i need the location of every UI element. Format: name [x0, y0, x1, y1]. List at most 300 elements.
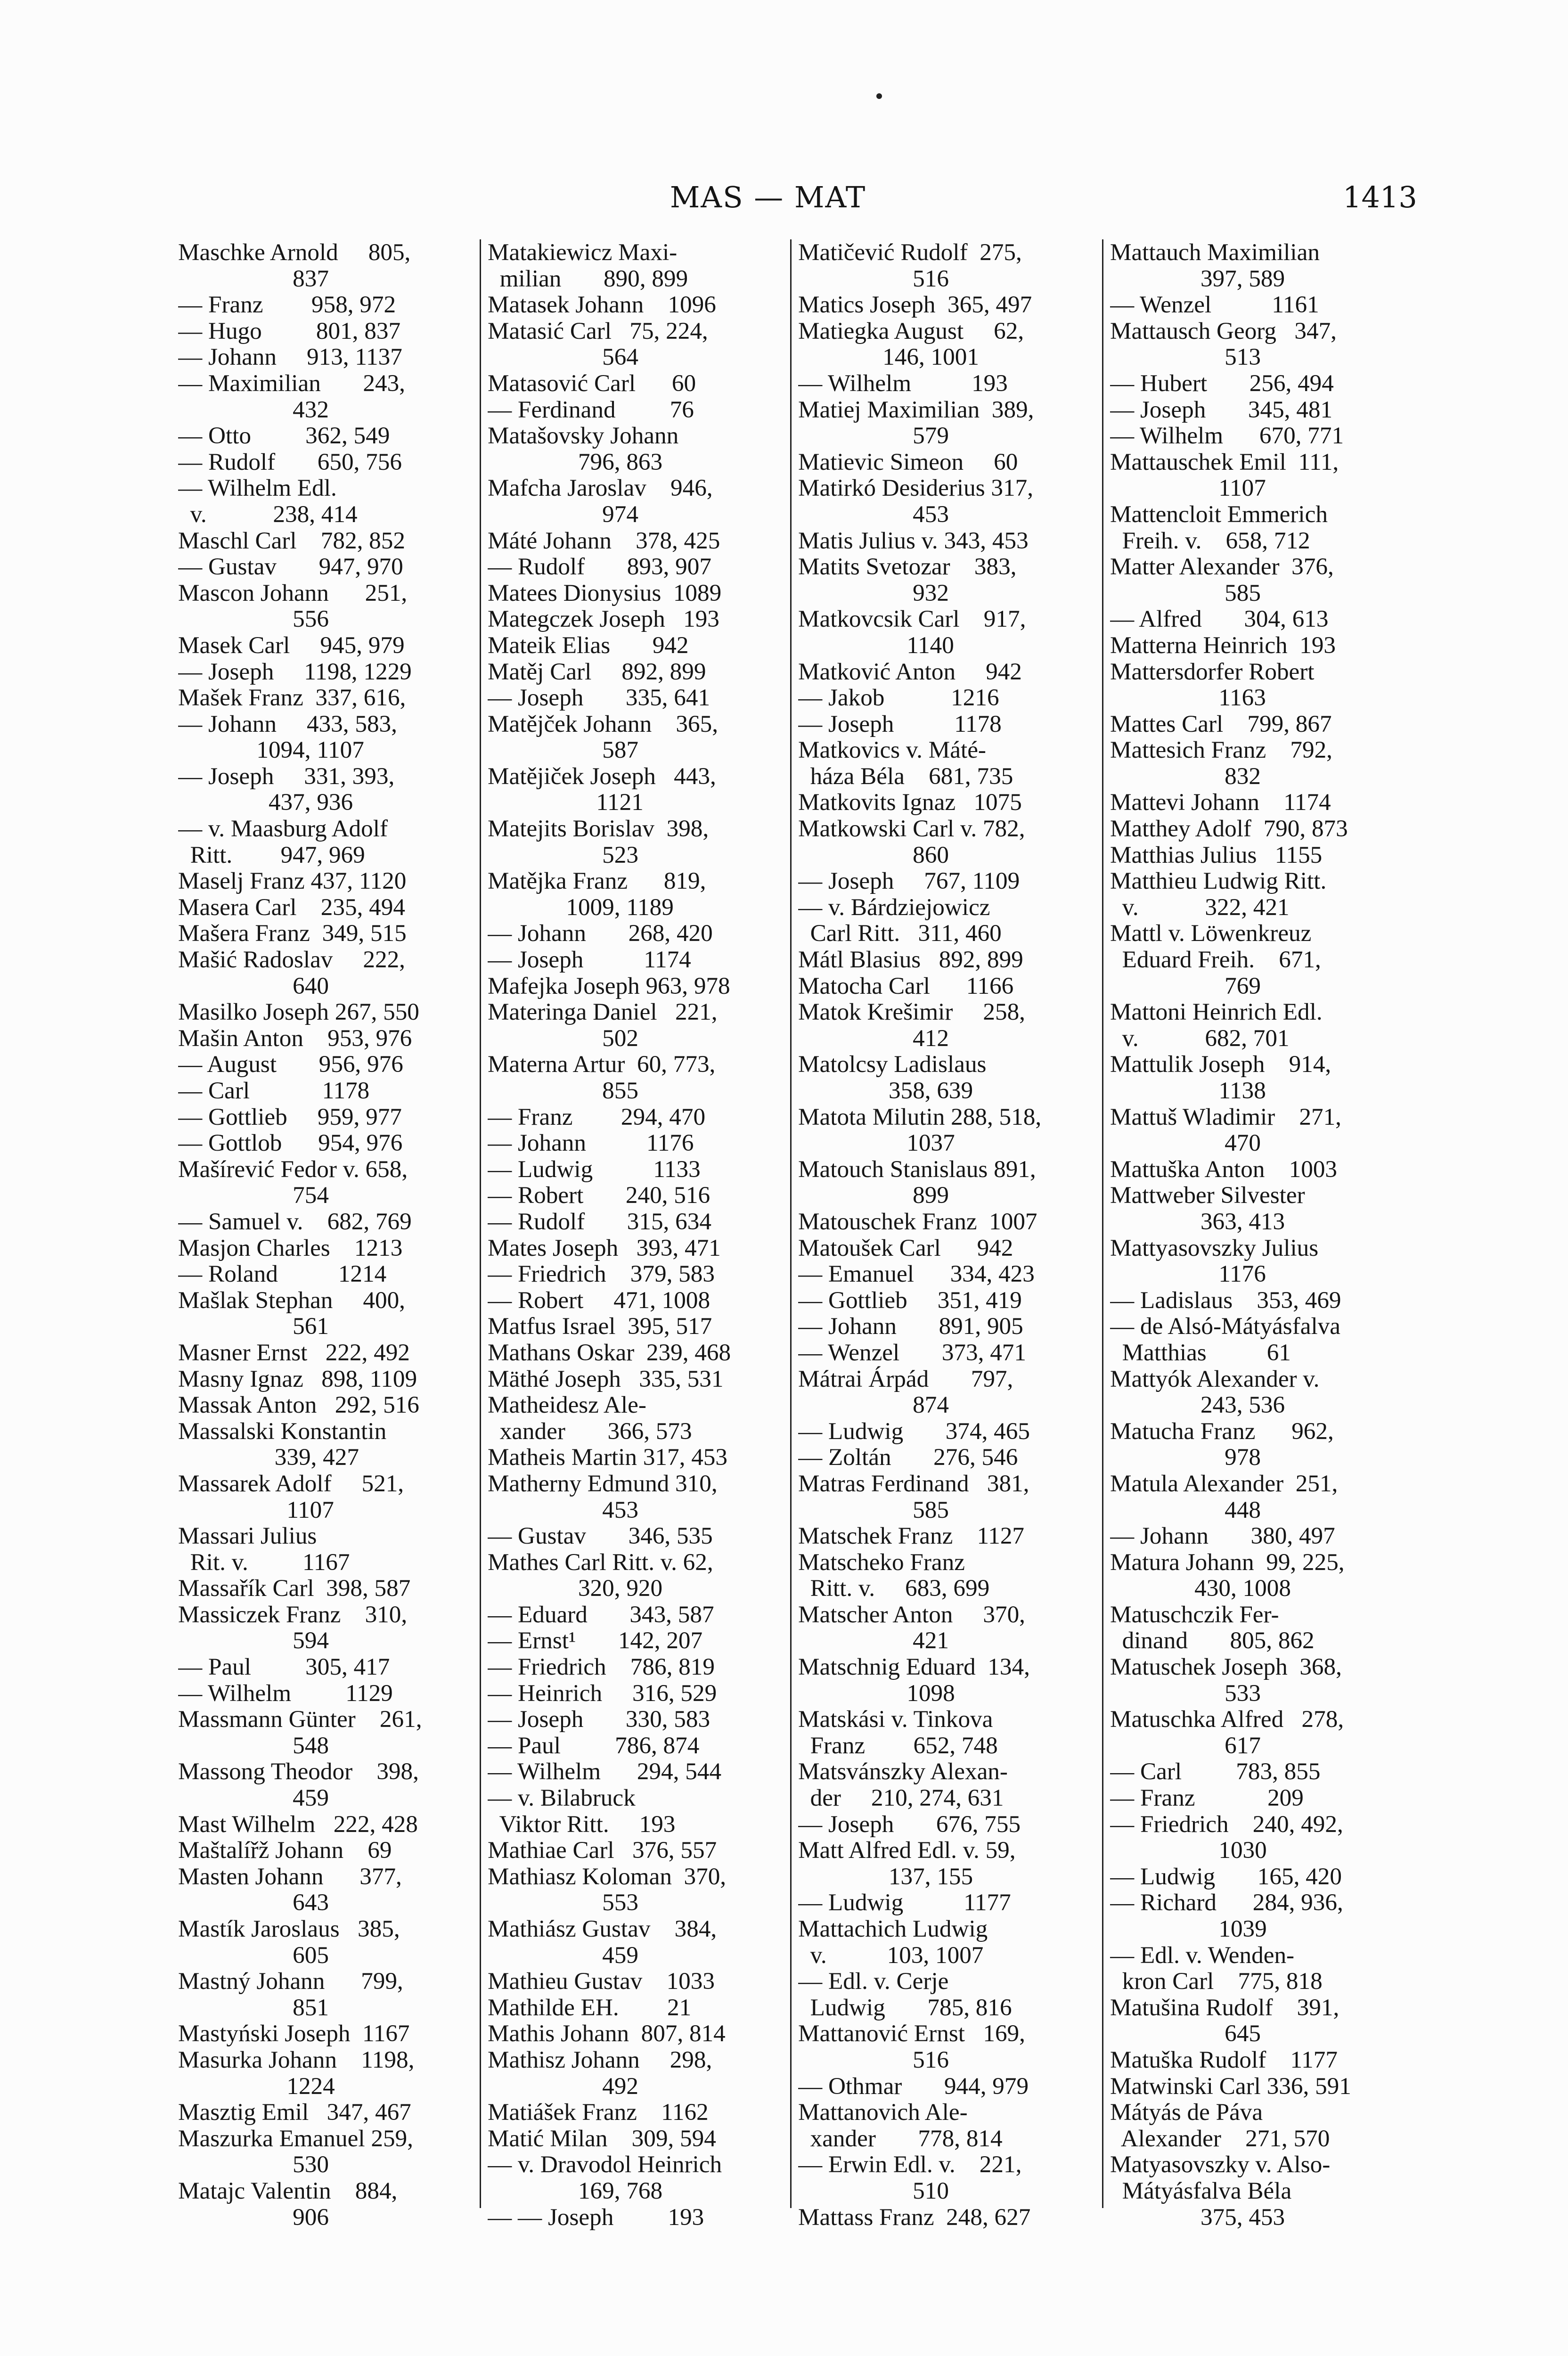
index-entry-line: — Gustav 346, 535 [488, 1523, 713, 1549]
index-entry-line: Carl Ritt. 311, 460 [798, 920, 1002, 947]
index-entry-line: — Gustav 947, 970 [178, 554, 403, 580]
index-entry-line: — Edl. v. Wenden- [1110, 1942, 1295, 1969]
index-entry-line: 640 [178, 973, 329, 999]
index-entry-line: Mäthé Joseph 335, 531 [488, 1366, 724, 1392]
index-entry-line: 437, 936 [178, 789, 353, 816]
index-entry-line: 796, 863 [488, 449, 663, 475]
index-entry-line: Matasek Johann 1096 [488, 292, 716, 318]
index-entry-line: 754 [178, 1182, 329, 1209]
index-entry-line: Mattoni Heinrich Edl. [1110, 999, 1323, 1025]
index-entry-line: dinand 805, 862 [1110, 1628, 1315, 1654]
index-entry-line: Matičević Rudolf 275, [798, 239, 1022, 266]
index-entry-line: — Robert 471, 1008 [488, 1287, 710, 1314]
index-entry-line: Matějiček Joseph 443, [488, 763, 716, 790]
index-entry-line: Mates Joseph 393, 471 [488, 1235, 721, 1261]
index-entry-line: 832 [1110, 763, 1261, 790]
index-entry-line: Mattevi Johann 1174 [1110, 789, 1331, 816]
column-rule [1102, 239, 1103, 2208]
column-rule [790, 239, 792, 2208]
index-entry-line: Matievic Simeon 60 [798, 449, 1018, 475]
index-entry-line: 769 [1110, 973, 1261, 999]
index-entry-line: Matašovsky Johann [488, 423, 679, 449]
index-entry-line: Mattauch Maximilian [1110, 239, 1320, 266]
index-entry-line: Matthias 61 [1110, 1339, 1291, 1366]
index-entry-line: Mategczek Joseph 193 [488, 606, 719, 632]
index-entry-line: — Edl. v. Cerje [798, 1968, 949, 1995]
index-entry-line: 645 [1110, 2021, 1261, 2047]
index-entry-line: 363, 413 [1110, 1208, 1285, 1235]
index-entry-line: Matějka Franz 819, [488, 868, 706, 894]
index-entry-line: — Zoltán 276, 546 [798, 1444, 1018, 1471]
index-entry-line: Mateik Elias 942 [488, 632, 689, 659]
index-entry-line: Matschek Franz 1127 [798, 1523, 1025, 1549]
index-entry-line: — Joseph 1198, 1229 [178, 658, 412, 685]
index-entry-line: 974 [488, 501, 638, 528]
index-entry-line: Matkovcsik Carl 917, [798, 606, 1026, 632]
index-entry-line: Mastný Johann 799, [178, 1968, 403, 1995]
index-entry-line: 643 [178, 1890, 329, 1916]
index-entry-line: — Gottlob 954, 976 [178, 1130, 403, 1156]
index-entry-line: 1224 [178, 2073, 335, 2100]
index-entry-line: — Joseph 676, 755 [798, 1811, 1021, 1838]
index-entry-line: Alexander 271, 570 [1110, 2125, 1330, 2152]
index-entry-line: Ritt. v. 683, 699 [798, 1575, 990, 1602]
index-entry-line: — Samuel v. 682, 769 [178, 1208, 412, 1235]
index-entry-line: — Joseph 331, 393, [178, 763, 395, 790]
index-entry-line: Ludwig 785, 816 [798, 1994, 1012, 2021]
index-entry-line: 1030 [1110, 1837, 1267, 1864]
index-entry-line: Mattl v. Löwenkreuz [1110, 920, 1312, 947]
index-entry-line: Masilko Joseph 267, 550 [178, 999, 419, 1025]
index-entry-line: 617 [1110, 1732, 1261, 1759]
index-entry-line: Masner Ernst 222, 492 [178, 1339, 410, 1366]
index-entry-line: Mátyás de Páva [1110, 2099, 1263, 2126]
index-entry-line: — Paul 305, 417 [178, 1654, 390, 1680]
index-entry-line: Matouch Stanislaus 891, [798, 1156, 1036, 1183]
index-entry-line: Matras Ferdinand 381, [798, 1470, 1029, 1497]
index-entry-line: Mattes Carl 799, 867 [1110, 711, 1332, 737]
index-entry-line: — Johann 1176 [488, 1130, 694, 1156]
index-entry-line: — v. Dravodol Heinrich [488, 2151, 722, 2178]
index-entry-line: 492 [488, 2073, 638, 2100]
index-entry-line: háza Béla 681, 735 [798, 763, 1013, 790]
index-entry-line: Freih. v. 658, 712 [1110, 527, 1310, 554]
index-entry-line: Mašera Franz 349, 515 [178, 920, 407, 947]
index-entry-line: — Friedrich 379, 583 [488, 1261, 715, 1287]
index-entry-line: 899 [798, 1182, 949, 1209]
index-entry-line: Mašić Radoslav 222, [178, 947, 405, 973]
index-entry-line: — Ferdinand 76 [488, 396, 694, 423]
index-entry-line: — Erwin Edl. v. 221, [798, 2151, 1022, 2178]
index-entry-line: Matiášek Franz 1162 [488, 2099, 709, 2126]
index-entry-line: — v. Maasburg Adolf [178, 816, 388, 842]
index-entry-line: 587 [488, 737, 638, 763]
index-entry-line: — Ludwig 1133 [488, 1156, 701, 1183]
index-entry-line: Mathilde EH. 21 [488, 1994, 692, 2021]
index-entry-line: der 210, 274, 631 [798, 1785, 1004, 1811]
index-entry-line: 523 [488, 842, 638, 868]
index-entry-line: Matthias Julius 1155 [1110, 842, 1323, 868]
page-number: 1413 [1343, 180, 1417, 214]
index-entry-line: 432 [178, 396, 329, 423]
index-entry-line: Matuschczik Fer- [1110, 1601, 1279, 1628]
index-entry-line: — Joseph 345, 481 [1110, 396, 1333, 423]
index-entry-line: Materna Artur 60, 773, [488, 1051, 716, 1078]
index-entry-line: Matis Julius v. 343, 453 [798, 527, 1029, 554]
index-entry-line: Matfus Israel 395, 517 [488, 1313, 712, 1340]
index-entry-line: — Ladislaus 353, 469 [1110, 1287, 1341, 1314]
index-entry-line: — Hugo 801, 837 [178, 318, 401, 344]
index-entry-line: Matkowski Carl v. 782, [798, 816, 1025, 842]
index-entry-line: 561 [178, 1313, 329, 1340]
index-entry-line: Masztig Emil 347, 467 [178, 2099, 411, 2126]
index-entry-line: — Rudolf 315, 634 [488, 1208, 711, 1235]
index-entry-line: — de Alsó-Mátyásfalva [1110, 1313, 1341, 1340]
index-entry-line: — Joseph 767, 1109 [798, 868, 1020, 894]
index-entry-line: 932 [798, 580, 949, 606]
index-entry-line: — Alfred 304, 613 [1110, 606, 1329, 632]
index-entry-line: — Ernst¹ 142, 207 [488, 1628, 703, 1654]
index-entry-line: Masjon Charles 1213 [178, 1235, 403, 1261]
index-entry-line: Mattass Franz 248, 627 [798, 2204, 1031, 2231]
index-entry-line: Maschke Arnold 805, [178, 239, 411, 266]
index-entry-line: Matejits Borislav 398, [488, 816, 709, 842]
index-entry-line: Matirkó Desiderius 317, [798, 475, 1034, 501]
index-entry-line: Mastyński Joseph 1167 [178, 2021, 410, 2047]
index-entry-line: — Roland 1214 [178, 1261, 387, 1287]
index-entry-line: Matterna Heinrich 193 [1110, 632, 1336, 659]
index-entry-line: Masny Ignaz 898, 1109 [178, 1366, 417, 1392]
index-entry-line: — Johann 891, 905 [798, 1313, 1023, 1340]
index-entry-line: 1140 [798, 632, 954, 659]
index-entry-line: Mattachich Ludwig [798, 1916, 988, 1942]
index-entry-line: — Franz 958, 972 [178, 292, 396, 318]
index-entry-line: 1121 [488, 789, 644, 816]
index-entry-line: — Ludwig 374, 465 [798, 1418, 1030, 1445]
index-entry-line: Matějček Johann 365, [488, 711, 719, 737]
index-column-4 [1110, 239, 1407, 2230]
index-entry-line: 1094, 1107 [178, 737, 364, 763]
index-entry-line: — Gottlieb 959, 977 [178, 1104, 402, 1130]
index-entry-line: 564 [488, 344, 638, 370]
index-entry-line: — Wilhelm 193 [798, 370, 1008, 397]
index-entry-line: — Robert 240, 516 [488, 1182, 710, 1209]
index-entry-line: Matuschka Alfred 278, [1110, 1706, 1344, 1733]
index-entry-line: Maselj Franz 437, 1120 [178, 868, 407, 894]
index-entry-line: 470 [1110, 1130, 1261, 1156]
column-rule [480, 239, 481, 2208]
index-entry-line: 530 [178, 2151, 329, 2178]
index-entry-line: 502 [488, 1025, 638, 1052]
index-entry-line: Masten Johann 377, [178, 1863, 402, 1890]
index-entry-line: — Gottlieb 351, 419 [798, 1287, 1022, 1314]
index-entry-line: — August 956, 976 [178, 1051, 403, 1078]
index-entry-line: 1107 [178, 1497, 334, 1523]
index-entry-line: — Paul 786, 874 [488, 1732, 700, 1759]
index-entry-line: 412 [798, 1025, 949, 1052]
index-entry-line: Mašin Anton 953, 976 [178, 1025, 412, 1052]
index-entry-line: Maštalířž Johann 69 [178, 1837, 392, 1864]
index-entry-line: Matkovics v. Máté- [798, 737, 986, 763]
index-entry-line: Masurka Johann 1198, [178, 2046, 415, 2073]
index-entry-line: 459 [488, 1942, 638, 1969]
index-entry-line: 1009, 1189 [488, 894, 674, 921]
index-entry-line: — Otto 362, 549 [178, 423, 390, 449]
index-entry-line: — Carl 783, 855 [1110, 1759, 1321, 1785]
index-entry-line: Máté Johann 378, 425 [488, 527, 720, 554]
index-entry-line: Matoušek Carl 942 [798, 1235, 1013, 1261]
index-entry-line: Mattersdorfer Robert [1110, 658, 1315, 685]
index-entry-line: Massařík Carl 398, 587 [178, 1575, 411, 1602]
index-entry-line: — v. Bilabruck [488, 1785, 636, 1811]
index-entry-line: Ritt. 947, 969 [178, 842, 365, 868]
index-entry-line: — Johann 268, 420 [488, 920, 713, 947]
index-entry-line: 1037 [798, 1130, 955, 1156]
index-entry-line: 1039 [1110, 1916, 1267, 1942]
index-entry-line: Mathiasz Koloman 370, [488, 1863, 727, 1890]
index-entry-line: — Ludwig 165, 420 [1110, 1863, 1342, 1890]
index-entry-line: Mathans Oskar 239, 468 [488, 1339, 731, 1366]
index-entry-line: Materinga Daniel 221, [488, 999, 718, 1025]
index-entry-line: Matasović Carl 60 [488, 370, 696, 397]
index-entry-line: Matyasovszky v. Also- [1110, 2151, 1331, 2178]
index-entry-line: 1107 [1110, 475, 1266, 501]
index-entry-line: Matuschek Joseph 368, [1110, 1654, 1342, 1680]
index-entry-line: Eduard Freih. 671, [1110, 947, 1321, 973]
index-entry-line: 320, 920 [488, 1575, 663, 1602]
index-entry-line: Matter Alexander 376, [1110, 554, 1334, 580]
index-entry-line: Matits Svetozar 383, [798, 554, 1017, 580]
index-entry-line: — Heinrich 316, 529 [488, 1680, 717, 1707]
index-entry-line: Franz 652, 748 [798, 1732, 998, 1759]
index-entry-line: Matajc Valentin 884, [178, 2177, 398, 2204]
index-entry-line: Viktor Ritt. 193 [488, 1811, 676, 1838]
index-entry-line: 837 [178, 265, 329, 292]
index-entry-line: — Johann 433, 583, [178, 711, 397, 737]
index-entry-line: — Eduard 343, 587 [488, 1601, 714, 1628]
index-entry-line: 860 [798, 842, 949, 868]
index-entry-line: 339, 427 [178, 1444, 359, 1471]
index-entry-line: — Joseph 1174 [488, 947, 691, 973]
index-entry-line: Maschl Carl 782, 852 [178, 527, 405, 554]
index-entry-line: v. 322, 421 [1110, 894, 1290, 921]
index-entry-line: 448 [1110, 1497, 1261, 1523]
index-column-1 [178, 239, 475, 2230]
index-entry-line: — Rudolf 893, 907 [488, 554, 711, 580]
index-entry-line: — Wilhelm 670, 771 [1110, 423, 1344, 449]
index-entry-line: Matt Alfred Edl. v. 59, [798, 1837, 1016, 1864]
index-entry-line: — Franz 209 [1110, 1785, 1304, 1811]
index-entry-line: — Joseph 330, 583 [488, 1706, 710, 1733]
index-entry-line: Matocha Carl 1166 [798, 973, 1014, 999]
index-entry-line: 855 [488, 1078, 638, 1104]
index-entry-line: — v. Bárdziejowicz [798, 894, 990, 921]
index-entry-line: — Johann 913, 1137 [178, 344, 402, 370]
index-entry-line: Matheis Martin 317, 453 [488, 1444, 727, 1471]
index-entry-line: Maszurka Emanuel 259, [178, 2125, 413, 2152]
index-entry-line: Massiczek Franz 310, [178, 1601, 408, 1628]
index-entry-line: 605 [178, 1942, 329, 1969]
index-entry-line: Rit. v. 1167 [178, 1549, 350, 1576]
index-entry-line: 453 [488, 1497, 638, 1523]
index-entry-line: Mascon Johann 251, [178, 580, 408, 606]
index-entry-line: milian 890, 899 [488, 265, 688, 292]
index-entry-line: Matić Milan 309, 594 [488, 2125, 716, 2152]
index-entry-line: — Wilhelm 294, 544 [488, 1759, 722, 1785]
index-entry-line: Masek Carl 945, 979 [178, 632, 405, 659]
index-entry-line: Mattauschek Emil 111, [1110, 449, 1339, 475]
index-entry-line: Mattulik Joseph 914, [1110, 1051, 1331, 1078]
index-entry-line: Mathisz Johann 298, [488, 2046, 712, 2073]
index-entry-line: — Wilhelm 1129 [178, 1680, 393, 1707]
index-entry-line: 375, 453 [1110, 2204, 1285, 2231]
index-entry-line: 874 [798, 1392, 949, 1418]
index-entry-line: Mathiae Carl 376, 557 [488, 1837, 717, 1864]
index-column-3 [798, 239, 1095, 2230]
index-entry-line: — Rudolf 650, 756 [178, 449, 402, 475]
index-entry-line: Matucha Franz 962, [1110, 1418, 1334, 1445]
index-entry-line: 453 [798, 501, 949, 528]
index-entry-line: — Carl 1178 [178, 1078, 370, 1104]
index-entry-line: Mattanovich Ale- [798, 2099, 968, 2126]
index-entry-line: 906 [178, 2204, 329, 2231]
index-entry-line: v. 103, 1007 [798, 1942, 984, 1969]
index-entry-line: Mattesich Franz 792, [1110, 737, 1332, 763]
index-entry-line: — Jakob 1216 [798, 685, 999, 711]
index-entry-line: — Emanuel 334, 423 [798, 1261, 1035, 1287]
index-entry-line: Masera Carl 235, 494 [178, 894, 405, 921]
index-entry-line: 397, 589 [1110, 265, 1285, 292]
index-entry-line: — Friedrich 240, 492, [1110, 1811, 1343, 1838]
index-entry-line: 516 [798, 265, 949, 292]
index-entry-line: Mattyasovszky Julius [1110, 1235, 1319, 1261]
index-entry-line: — Richard 284, 936, [1110, 1890, 1343, 1916]
index-entry-line: — Maximilian 243, [178, 370, 405, 397]
index-entry-line: — Franz 294, 470 [488, 1104, 706, 1130]
index-entry-line: Matok Krešimir 258, [798, 999, 1025, 1025]
index-entry-line: 1176 [1110, 1261, 1266, 1287]
index-entry-line: Mattausch Georg 347, [1110, 318, 1337, 344]
index-entry-line: — Wenzel 373, 471 [798, 1339, 1026, 1366]
index-entry-line: 1163 [1110, 685, 1266, 711]
index-entry-line: Mathis Johann 807, 814 [488, 2021, 726, 2047]
index-entry-line: 243, 536 [1110, 1392, 1285, 1418]
index-entry-line: 594 [178, 1628, 329, 1654]
index-entry-line: 1098 [798, 1680, 955, 1707]
index-entry-line: kron Carl 775, 818 [1110, 1968, 1323, 1995]
index-entry-line: Mátrai Árpád 797, [798, 1366, 1013, 1392]
index-entry-line: Mast Wilhelm 222, 428 [178, 1811, 418, 1838]
index-entry-line: Matakiewicz Maxi- [488, 239, 678, 266]
index-entry-line: v. 682, 701 [1110, 1025, 1290, 1052]
index-entry-line: 579 [798, 423, 949, 449]
index-entry-line: Massalski Konstantin [178, 1418, 387, 1445]
index-entry-line: 978 [1110, 1444, 1261, 1471]
index-entry-line: 548 [178, 1732, 329, 1759]
index-entry-line: Matura Johann 99, 225, [1110, 1549, 1345, 1576]
index-entry-line: Matolcsy Ladislaus [798, 1051, 987, 1078]
index-entry-line: Matasić Carl 75, 224, [488, 318, 708, 344]
index-entry-line: 516 [798, 2046, 949, 2073]
index-entry-line: 137, 155 [798, 1863, 973, 1890]
index-entry-line: xander 366, 573 [488, 1418, 692, 1445]
index-entry-line: Matskási v. Tinkova [798, 1706, 993, 1733]
index-entry-line: xander 778, 814 [798, 2125, 1003, 2152]
index-entry-line: 430, 1008 [1110, 1575, 1291, 1602]
index-entry-line: v. 238, 414 [178, 501, 358, 528]
index-entry-line: Matěj Carl 892, 899 [488, 658, 706, 685]
index-entry-line: 510 [798, 2177, 949, 2204]
index-entry-line: Mattanović Ernst 169, [798, 2021, 1025, 2047]
index-entry-line: — Johann 380, 497 [1110, 1523, 1335, 1549]
index-entry-line: Massak Anton 292, 516 [178, 1392, 419, 1418]
index-entry-line: Matsvánszky Alexan- [798, 1759, 1008, 1785]
index-entry-line: 553 [488, 1890, 638, 1916]
index-entry-line: Mattuš Wladimir 271, [1110, 1104, 1341, 1130]
index-entry-line: Mafcha Jaroslav 946, [488, 475, 713, 501]
index-entry-line: 459 [178, 1785, 329, 1811]
index-entry-line: Mattencloit Emmerich [1110, 501, 1328, 528]
index-entry-line: — Joseph 1178 [798, 711, 1002, 737]
index-entry-line: Massari Julius [178, 1523, 317, 1549]
index-entry-line: Matkovits Ignaz 1075 [798, 789, 1022, 816]
index-entry-line: 533 [1110, 1680, 1261, 1707]
running-title: MAS — MAT [670, 180, 866, 214]
index-entry-line: Matscher Anton 370, [798, 1601, 1025, 1628]
index-entry-line: Mathieu Gustav 1033 [488, 1968, 715, 1995]
index-entry-line: Matthieu Ludwig Ritt. [1110, 868, 1327, 894]
index-entry-line: 585 [1110, 580, 1261, 606]
index-entry-line: Matouschek Franz 1007 [798, 1208, 1037, 1235]
index-entry-line: 358, 639 [798, 1078, 973, 1104]
index-entry-line: 556 [178, 606, 329, 632]
index-entry-line: — Hubert 256, 494 [1110, 370, 1334, 397]
index-entry-line: Mátyásfalva Béla [1110, 2177, 1292, 2204]
index-entry-line: Mašek Franz 337, 616, [178, 685, 406, 711]
index-entry-line: Matušina Rudolf 391, [1110, 1994, 1339, 2021]
index-entry-line: Matiegka August 62, [798, 318, 1024, 344]
index-entry-line: Mašírević Fedor v. 658, [178, 1156, 408, 1183]
index-entry-line: 513 [1110, 344, 1261, 370]
index-entry-line: — Friedrich 786, 819 [488, 1654, 715, 1680]
index-entry-line: Mattweber Silvester [1110, 1182, 1305, 1209]
index-entry-line: Mattuška Anton 1003 [1110, 1156, 1338, 1183]
index-entry-line: Matheidesz Ale- [488, 1392, 646, 1418]
index-entry-line: Massong Theodor 398, [178, 1759, 419, 1785]
index-entry-line: Massarek Adolf 521, [178, 1470, 404, 1497]
index-entry-line: Massmann Günter 261, [178, 1706, 422, 1733]
index-entry-line: Mathes Carl Ritt. v. 62, [488, 1549, 713, 1576]
index-entry-line: Mastík Jaroslaus 385, [178, 1916, 400, 1942]
index-entry-line: Mafejka Joseph 963, 978 [488, 973, 730, 999]
index-entry-line: Matuška Rudolf 1177 [1110, 2046, 1338, 2073]
index-entry-line: Matković Anton 942 [798, 658, 1022, 685]
index-entry-line: — — Joseph 193 [488, 2204, 704, 2231]
index-entry-line: Matscheko Franz [798, 1549, 965, 1576]
index-entry-line: Mátl Blasius 892, 899 [798, 947, 1023, 973]
index-entry-line: Matschnig Eduard 134, [798, 1654, 1030, 1680]
index-entry-line: Matherny Edmund 310, [488, 1470, 718, 1497]
index-entry-line: 169, 768 [488, 2177, 663, 2204]
index-entry-line: 851 [178, 1994, 329, 2021]
index-column-2 [488, 239, 784, 2230]
index-entry-line: Matthey Adolf 790, 873 [1110, 816, 1348, 842]
index-entry-line: Matwinski Carl 336, 591 [1110, 2073, 1351, 2100]
index-entry-line: Matics Joseph 365, 497 [798, 292, 1032, 318]
index-entry-line: Matula Alexander 251, [1110, 1470, 1338, 1497]
index-entry-line: — Ludwig 1177 [798, 1890, 1011, 1916]
index-entry-line: Mattyók Alexander v. [1110, 1366, 1320, 1392]
